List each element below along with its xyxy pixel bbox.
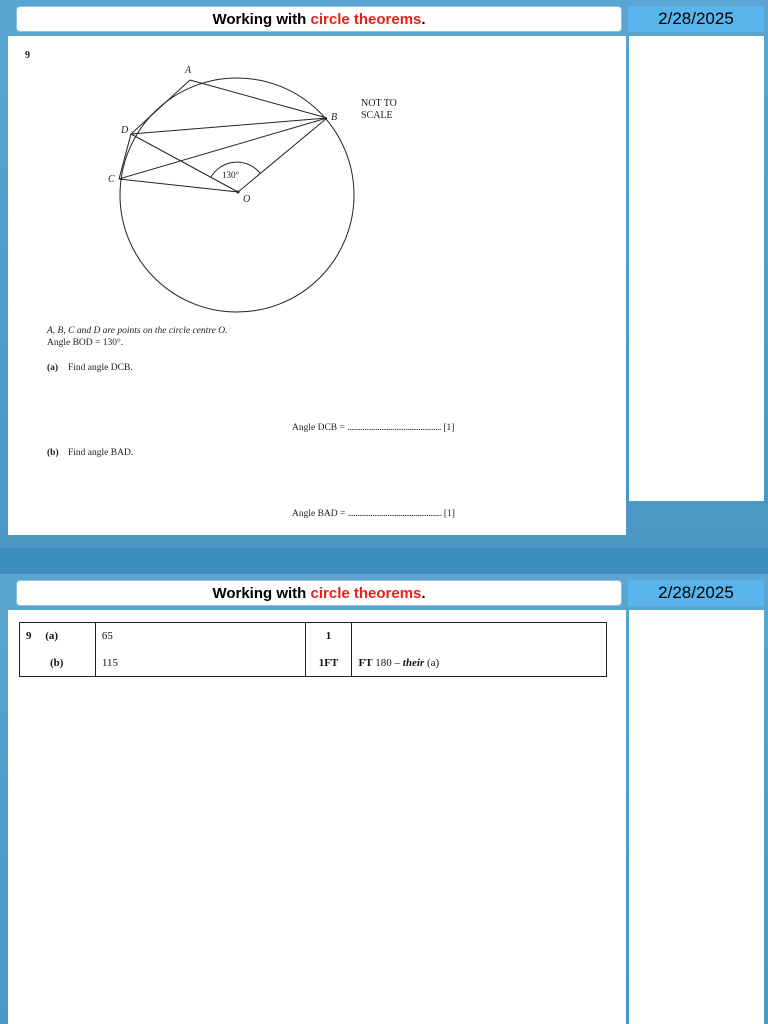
chord-dc — [119, 134, 131, 179]
note-line1: NOT TO — [361, 98, 397, 109]
side-notes-panel — [629, 36, 764, 501]
chord-ad — [131, 80, 190, 134]
slide-date: 2/28/2025 — [628, 580, 764, 606]
answer-cell: 65 — [95, 623, 305, 650]
part-b-answer-line — [292, 509, 455, 519]
part-a-text: Find angle DCB. — [68, 363, 133, 373]
part-b-text: Find angle BAD. — [68, 448, 134, 458]
stem-line1: A, B, C and D are points on the circle centre O. — [47, 326, 228, 336]
part-a-marks: [1] — [443, 423, 455, 433]
label-c: C — [108, 174, 115, 185]
table-row — [20, 650, 607, 677]
slide-date: 2/28/2025 — [628, 6, 764, 32]
question-cell: 9 (a) — [20, 623, 96, 650]
marks-cell: 1FT — [305, 650, 352, 677]
centre-point — [237, 191, 240, 194]
part-b-label: (b) — [47, 448, 59, 458]
title-suffix: . — [421, 584, 426, 602]
radius-ob — [238, 118, 327, 192]
part-a-answer-label: Angle DCB = — [292, 423, 348, 433]
note-line2: SCALE — [361, 110, 393, 121]
label-d: D — [121, 125, 129, 136]
marks-cell: 1 — [305, 623, 352, 650]
mark-scheme-table — [19, 622, 607, 677]
mark-scheme-panel — [8, 610, 626, 1024]
stem-line2: Angle BOD = 130°. — [47, 338, 124, 348]
question-panel — [8, 36, 626, 535]
title-prefix: Working with — [212, 584, 307, 602]
circle — [120, 78, 354, 312]
side-notes-panel — [629, 610, 764, 1024]
slide-title — [16, 6, 622, 32]
slide-mark-scheme — [0, 574, 768, 1024]
title-highlight: circle theorems — [310, 10, 422, 28]
chord-co — [119, 179, 238, 192]
label-angle: 130° — [222, 170, 240, 180]
chord-ab — [190, 80, 327, 118]
slide-title — [16, 580, 622, 606]
chord-db — [131, 118, 327, 134]
title-suffix: . — [421, 10, 426, 28]
part-b-answer-label: Angle BAD = — [292, 509, 348, 519]
notes-cell — [352, 623, 607, 650]
answer-cell: 115 — [95, 650, 305, 677]
part-a-label: (a) — [47, 363, 59, 373]
part-b-answer-dots: .................................................. — [347, 509, 442, 519]
question-cell: (b) — [20, 650, 96, 677]
radius-od — [131, 134, 238, 192]
label-a: A — [185, 65, 192, 76]
part-a-answer-dots: .................................................. — [347, 423, 441, 433]
title-highlight: circle theorems — [310, 584, 422, 602]
notes-cell: FT 180 – their (a) — [352, 650, 607, 677]
question-number: 9 — [25, 50, 30, 61]
part-a-answer-line — [292, 423, 454, 433]
table-row — [20, 623, 607, 650]
title-prefix: Working with — [212, 10, 307, 28]
part-b-marks: [1] — [443, 509, 455, 519]
label-b: B — [331, 112, 338, 123]
label-o: O — [243, 194, 251, 205]
circle-diagram — [98, 60, 458, 340]
